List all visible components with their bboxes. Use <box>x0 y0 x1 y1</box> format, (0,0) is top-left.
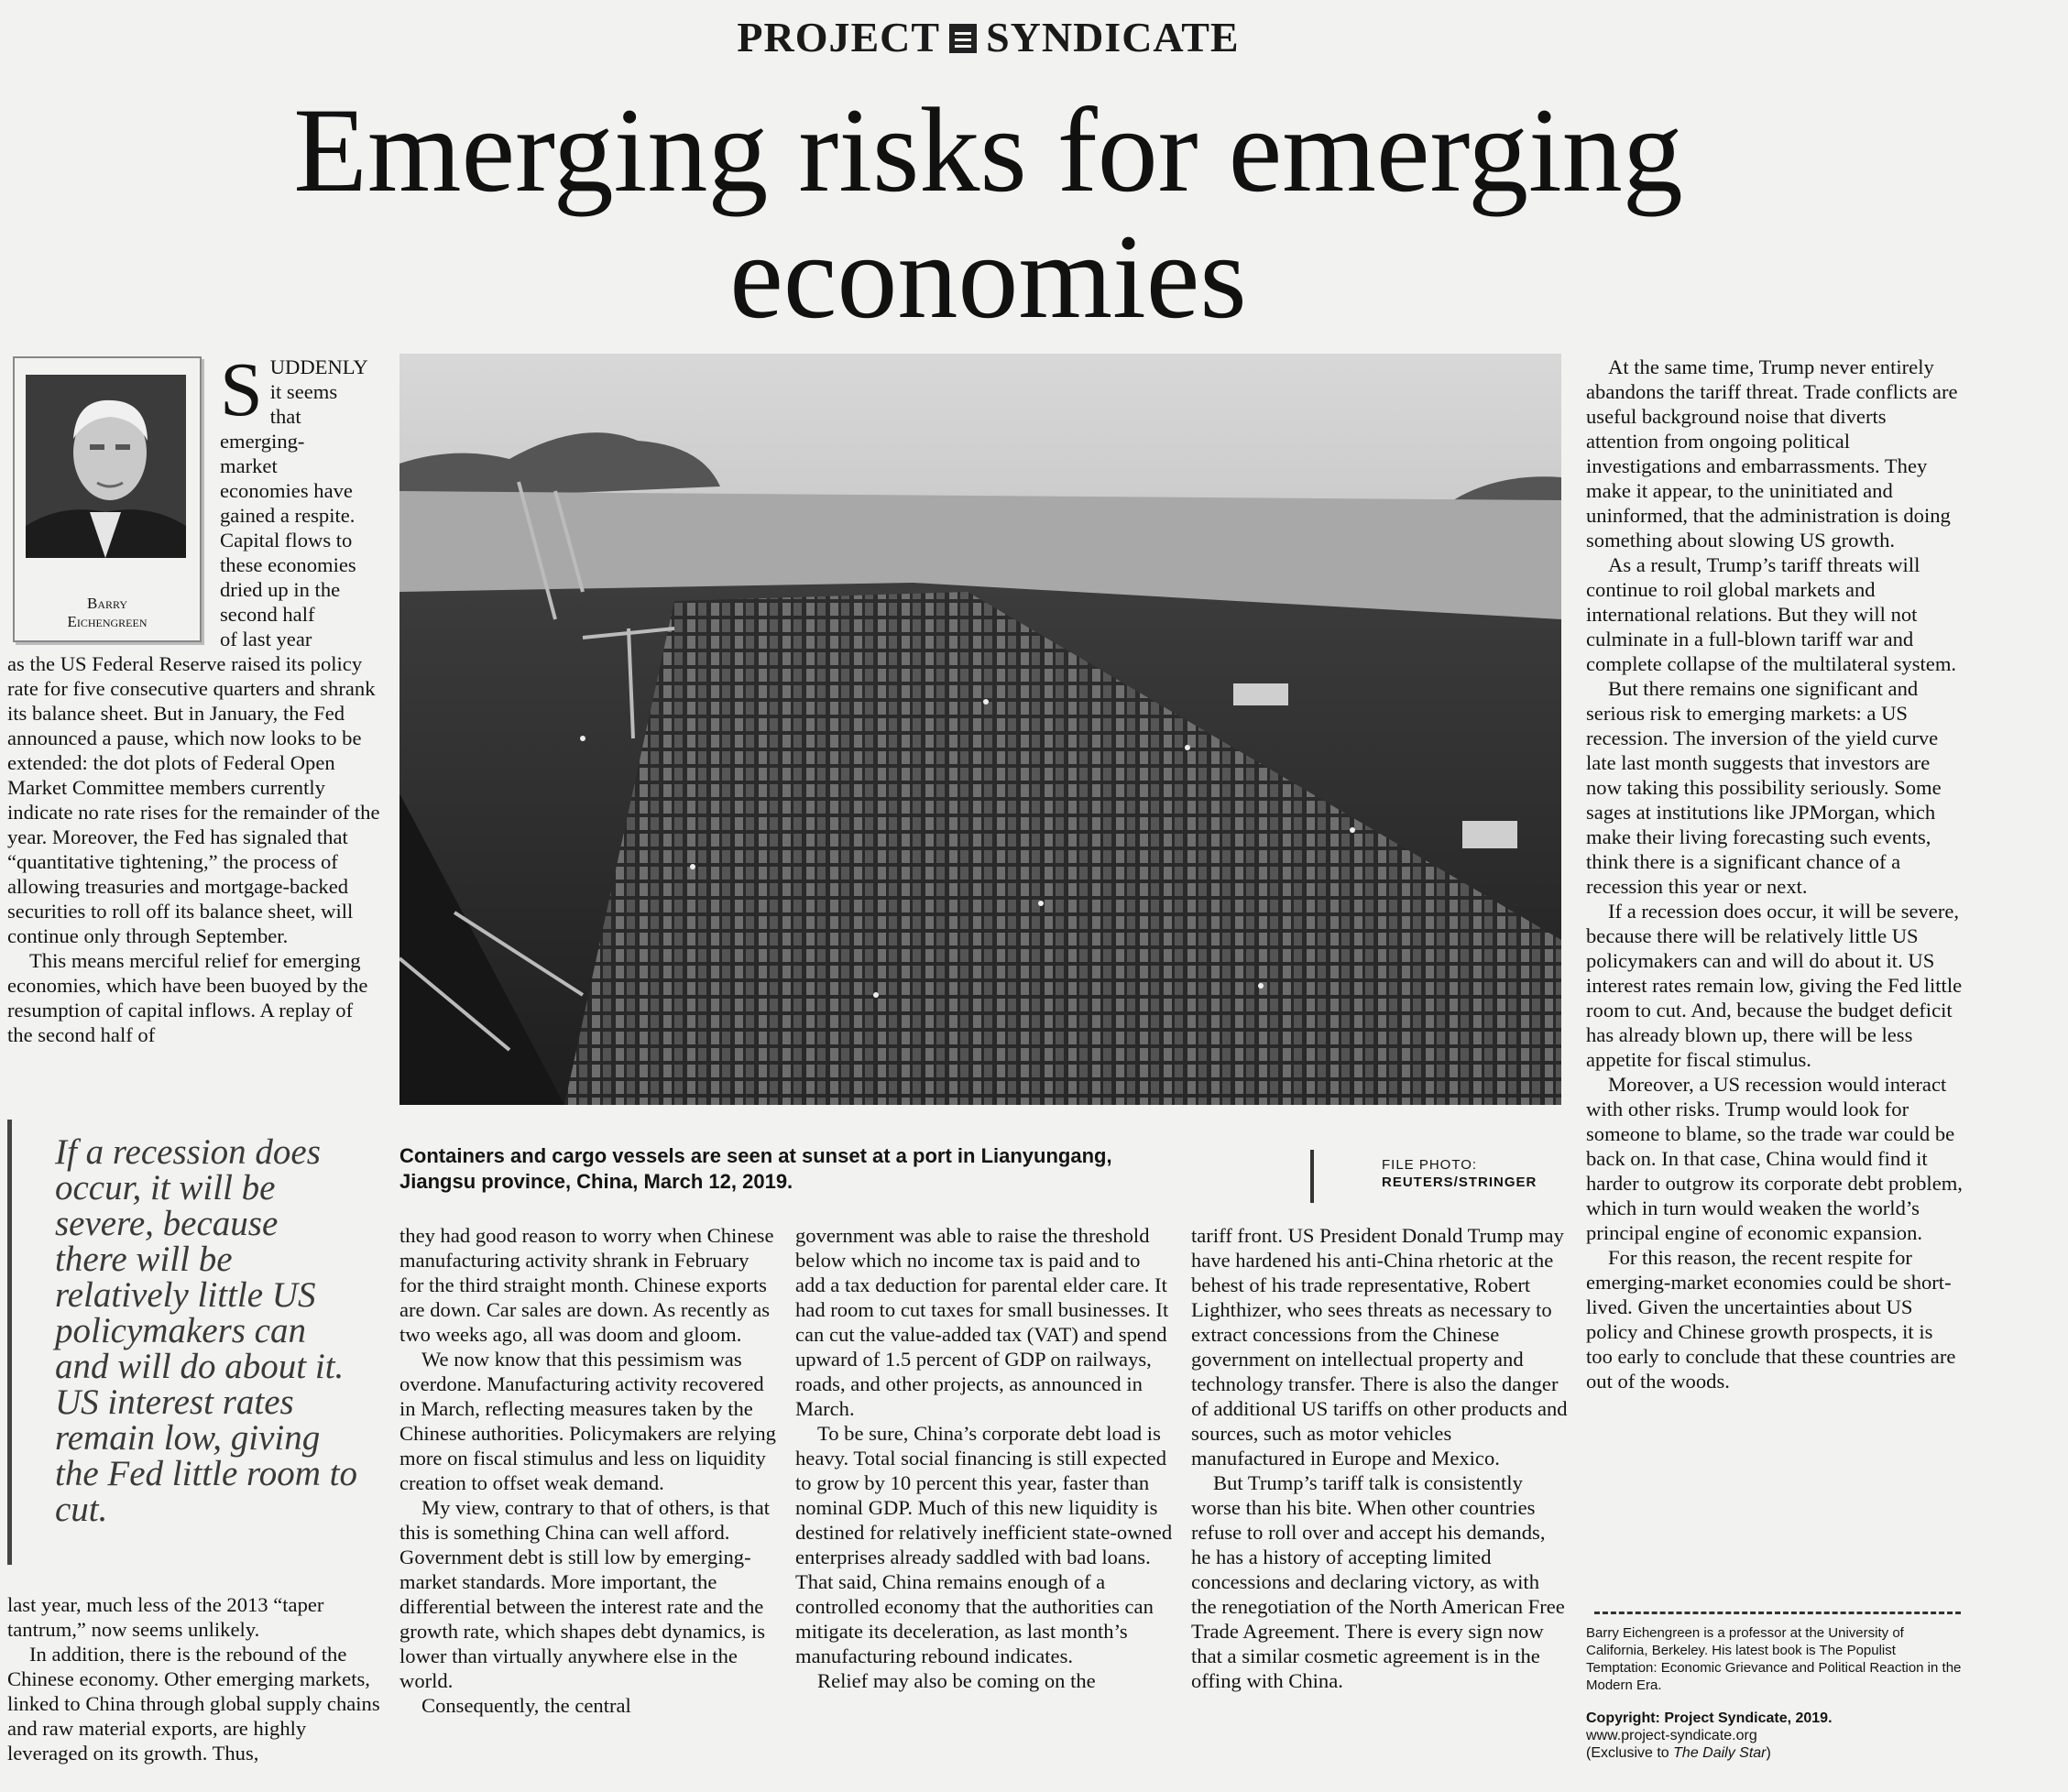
paragraph: tariff front. US President Donald Trump may have hardened his anti-China rhetoric at the behest of his trade representative, Robert Lighthizer, who sees threats as necessary to extract concessions from the Chinese government on intellectual property and technology transfer. There is also the danger of additional US tariffs on other products and sources, such as motor vehicles manufactured in Europe and Mexico. <box>1191 1224 1568 1470</box>
author-bio: Barry Eichengreen is a professor at the University of California, Berkeley. His latest book is The Populist Temptation: Economic Grievance and Political Reaction in the Modern Era. <box>1586 1625 1962 1693</box>
intro-line: Capital flows to <box>220 529 353 552</box>
paragraph: as the US Federal Reserve raised its policy rate for five consecutive quarters and shrank its balance sheet. But in January, the Fed announced a pause, which now looks to be extended: the dot plots of Federal Open Market Committee members currently indicate no rate rises for the remainder of the year. Moreover, the Fed has signaled that “quantitative tightening,” the process of allowing treasuries and mortgage-backed securities to roll off its balance sheet, will continue only through September. <box>7 652 380 947</box>
paragraph: In addition, there is the rebound of the Chinese economy. Other emerging markets, linked to China through global supply chains and raw material exports, are highly leveraged on its growth. Thus, <box>7 1643 380 1765</box>
intro-line: that <box>269 405 301 428</box>
column-1-continued <box>7 1592 383 1765</box>
intro-line: market <box>220 454 278 477</box>
paragraph: Relief may also be coming on the <box>817 1669 1096 1692</box>
column-1-intro <box>220 347 390 651</box>
paragraph: If a recession does occur, it will be severe, because there will be relatively little US policymakers can and will do about it. US interest rates remain low, giving the Fed little room to cut. And, because the budget deficit has already blown up, there will be less appetite for fiscal stimulus. <box>1586 900 1963 1071</box>
author-name: Barry Eichengreen <box>67 595 148 630</box>
paragraph: This means merciful relief for emerging economies, which have been buoyed by the resumption of capital inflows. A replay of the second half of <box>7 949 368 1046</box>
port-photo <box>399 354 1561 1105</box>
intro-line: economies have <box>220 479 353 502</box>
column-4 <box>1191 1223 1569 1693</box>
bio-divider <box>1594 1612 1961 1614</box>
exclusive-note: (Exclusive to The Daily Star) <box>1586 1745 1771 1761</box>
column-3 <box>795 1223 1173 1693</box>
headline-line-2: economies <box>729 209 1247 344</box>
paragraph: they had good reason to worry when Chinese manufacturing activity shrank in February for the third straight month. Chinese exports are down. Car sales are down. As recently as two weeks ago, all was doom and gloom. <box>399 1224 774 1346</box>
paragraph: To be sure, China’s corporate debt load is heavy. Total social financing is still expected to grow by 10 percent this year, faster than nominal GDP. Much of this new liquidity is destined for relatively inefficient state-owned enterprises already saddled with bad loans. That said, China remains enough of a controlled economy that the authorities can mitigate its deceleration, as last month’s manufacturing rebound indicates. <box>795 1422 1173 1667</box>
masthead-right: SYNDICATE <box>986 14 1240 60</box>
copyright-block <box>1586 1710 1962 1762</box>
intro-line: of last year <box>220 628 312 650</box>
intro-line: UDDENLY <box>269 355 368 378</box>
paragraph: For this reason, the recent respite for emerging-market economies could be short-lived. Given the uncertainties about US policy and Chinese growth prospects, it is too early to conclude that these countries are out of the woods. <box>1586 1246 1956 1393</box>
intro-line: second half <box>220 603 315 626</box>
column-5 <box>1586 355 1964 1393</box>
masthead <box>0 13 1976 61</box>
paragraph: At the same time, Trump never entirely abandons the tariff threat. Trade conflicts are useful background noise that diverts attention from ongoing political investigations and embarrassments. They make it appear, to the uninitiated and uninformed, that the administration is doing something about slowing US growth. <box>1586 355 1958 552</box>
syndicate-logo-icon <box>949 24 977 53</box>
intro-line: it seems <box>269 380 338 403</box>
intro-line: gained a respite. <box>220 504 356 527</box>
drop-cap: S <box>220 347 263 432</box>
column-2 <box>399 1223 777 1718</box>
paragraph: As a result, Trump’s tariff threats will continue to roil global markets and international relations. But they will not culminate in a full-blown tariff war and complete collapse of the multilateral system. <box>1586 553 1957 675</box>
credit-rule <box>1310 1150 1314 1203</box>
photo-caption: Containers and cargo vessels are seen at sunset at a port in Lianyungang, Jiangsu province, China, March 12, 2019. <box>399 1144 1112 1193</box>
author-box <box>13 356 202 642</box>
headline <box>0 82 1976 344</box>
copyright-line: Copyright: Project Syndicate, 2019. <box>1586 1710 1833 1726</box>
intro-line: emerging- <box>220 430 305 453</box>
pullquote: If a recession does occur, it will be severe, because there will be relatively little US policymakers can and will do about it. US interest rates remain low, giving the Fed little room to cut. <box>55 1132 357 1529</box>
paragraph: Moreover, a US recession would interact with other risks. Trump would look for someone to blame, so the trade war could be back on. In that case, China would find it harder to outgrow its corporate debt problem, which in turn would weaken the world’s principal engine of economic expansion. <box>1586 1073 1963 1244</box>
pullquote-rule <box>7 1120 12 1565</box>
author-portrait <box>26 375 186 558</box>
website: www.project-syndicate.org <box>1586 1728 1757 1743</box>
paragraph: But there remains one significant and serious risk to emerging markets: a US recession. The inversion of the yield curve late last month suggests that investors are now taking this possibility seriously. Some sages at institutions like JPMorgan, which make their living forecasting such events, think there is a significant chance of a recession this year or next. <box>1586 677 1942 898</box>
paragraph: government was able to raise the threshold below which no income tax is paid and to add a tax deduction for parental elder care. It had room to cut taxes for small businesses. It can cut the value-added tax (VAT) and spend upward of 1.5 percent of GDP on railways, roads, and other projects, as announced in March. <box>795 1224 1169 1420</box>
paragraph: But Trump’s tariff talk is consistently worse than his bite. When other countries refuse to roll over and accept his demands, he has a history of accepting limited concessions and declaring victory, as with the renegotiation of the North American Free Trade Agreement. There is every sign now that a similar cosmetic agreement is in the offing with China. <box>1191 1471 1565 1692</box>
masthead-left: PROJECT <box>737 14 941 60</box>
intro-line: dried up in the <box>220 578 341 601</box>
paragraph: My view, contrary to that of others, is that this is something China can well afford. Government debt is still low by emerging-market standards. More important, the differential between the interest rate and the growth rate, which shapes debt dynamics, is lower than virtually anywhere else in the world. <box>399 1496 771 1692</box>
headline-line-1: Emerging risks for emerging <box>293 82 1683 217</box>
intro-line: these economies <box>220 553 356 576</box>
column-1-body <box>7 651 383 1047</box>
paragraph: Consequently, the central <box>421 1694 631 1717</box>
photo-credit: FILE PHOTO: REUTERS/STRINGER <box>1382 1157 1537 1190</box>
paragraph: We now know that this pessimism was overdone. Manufacturing activity recovered in March, reflecting measures taken by the Chinese authorities. Policymakers are relying more on fiscal stimulus and less on liquidity creation to offset weak demand. <box>399 1348 776 1494</box>
paragraph: last year, much less of the 2013 “taper tantrum,” now seems unlikely. <box>7 1593 324 1641</box>
